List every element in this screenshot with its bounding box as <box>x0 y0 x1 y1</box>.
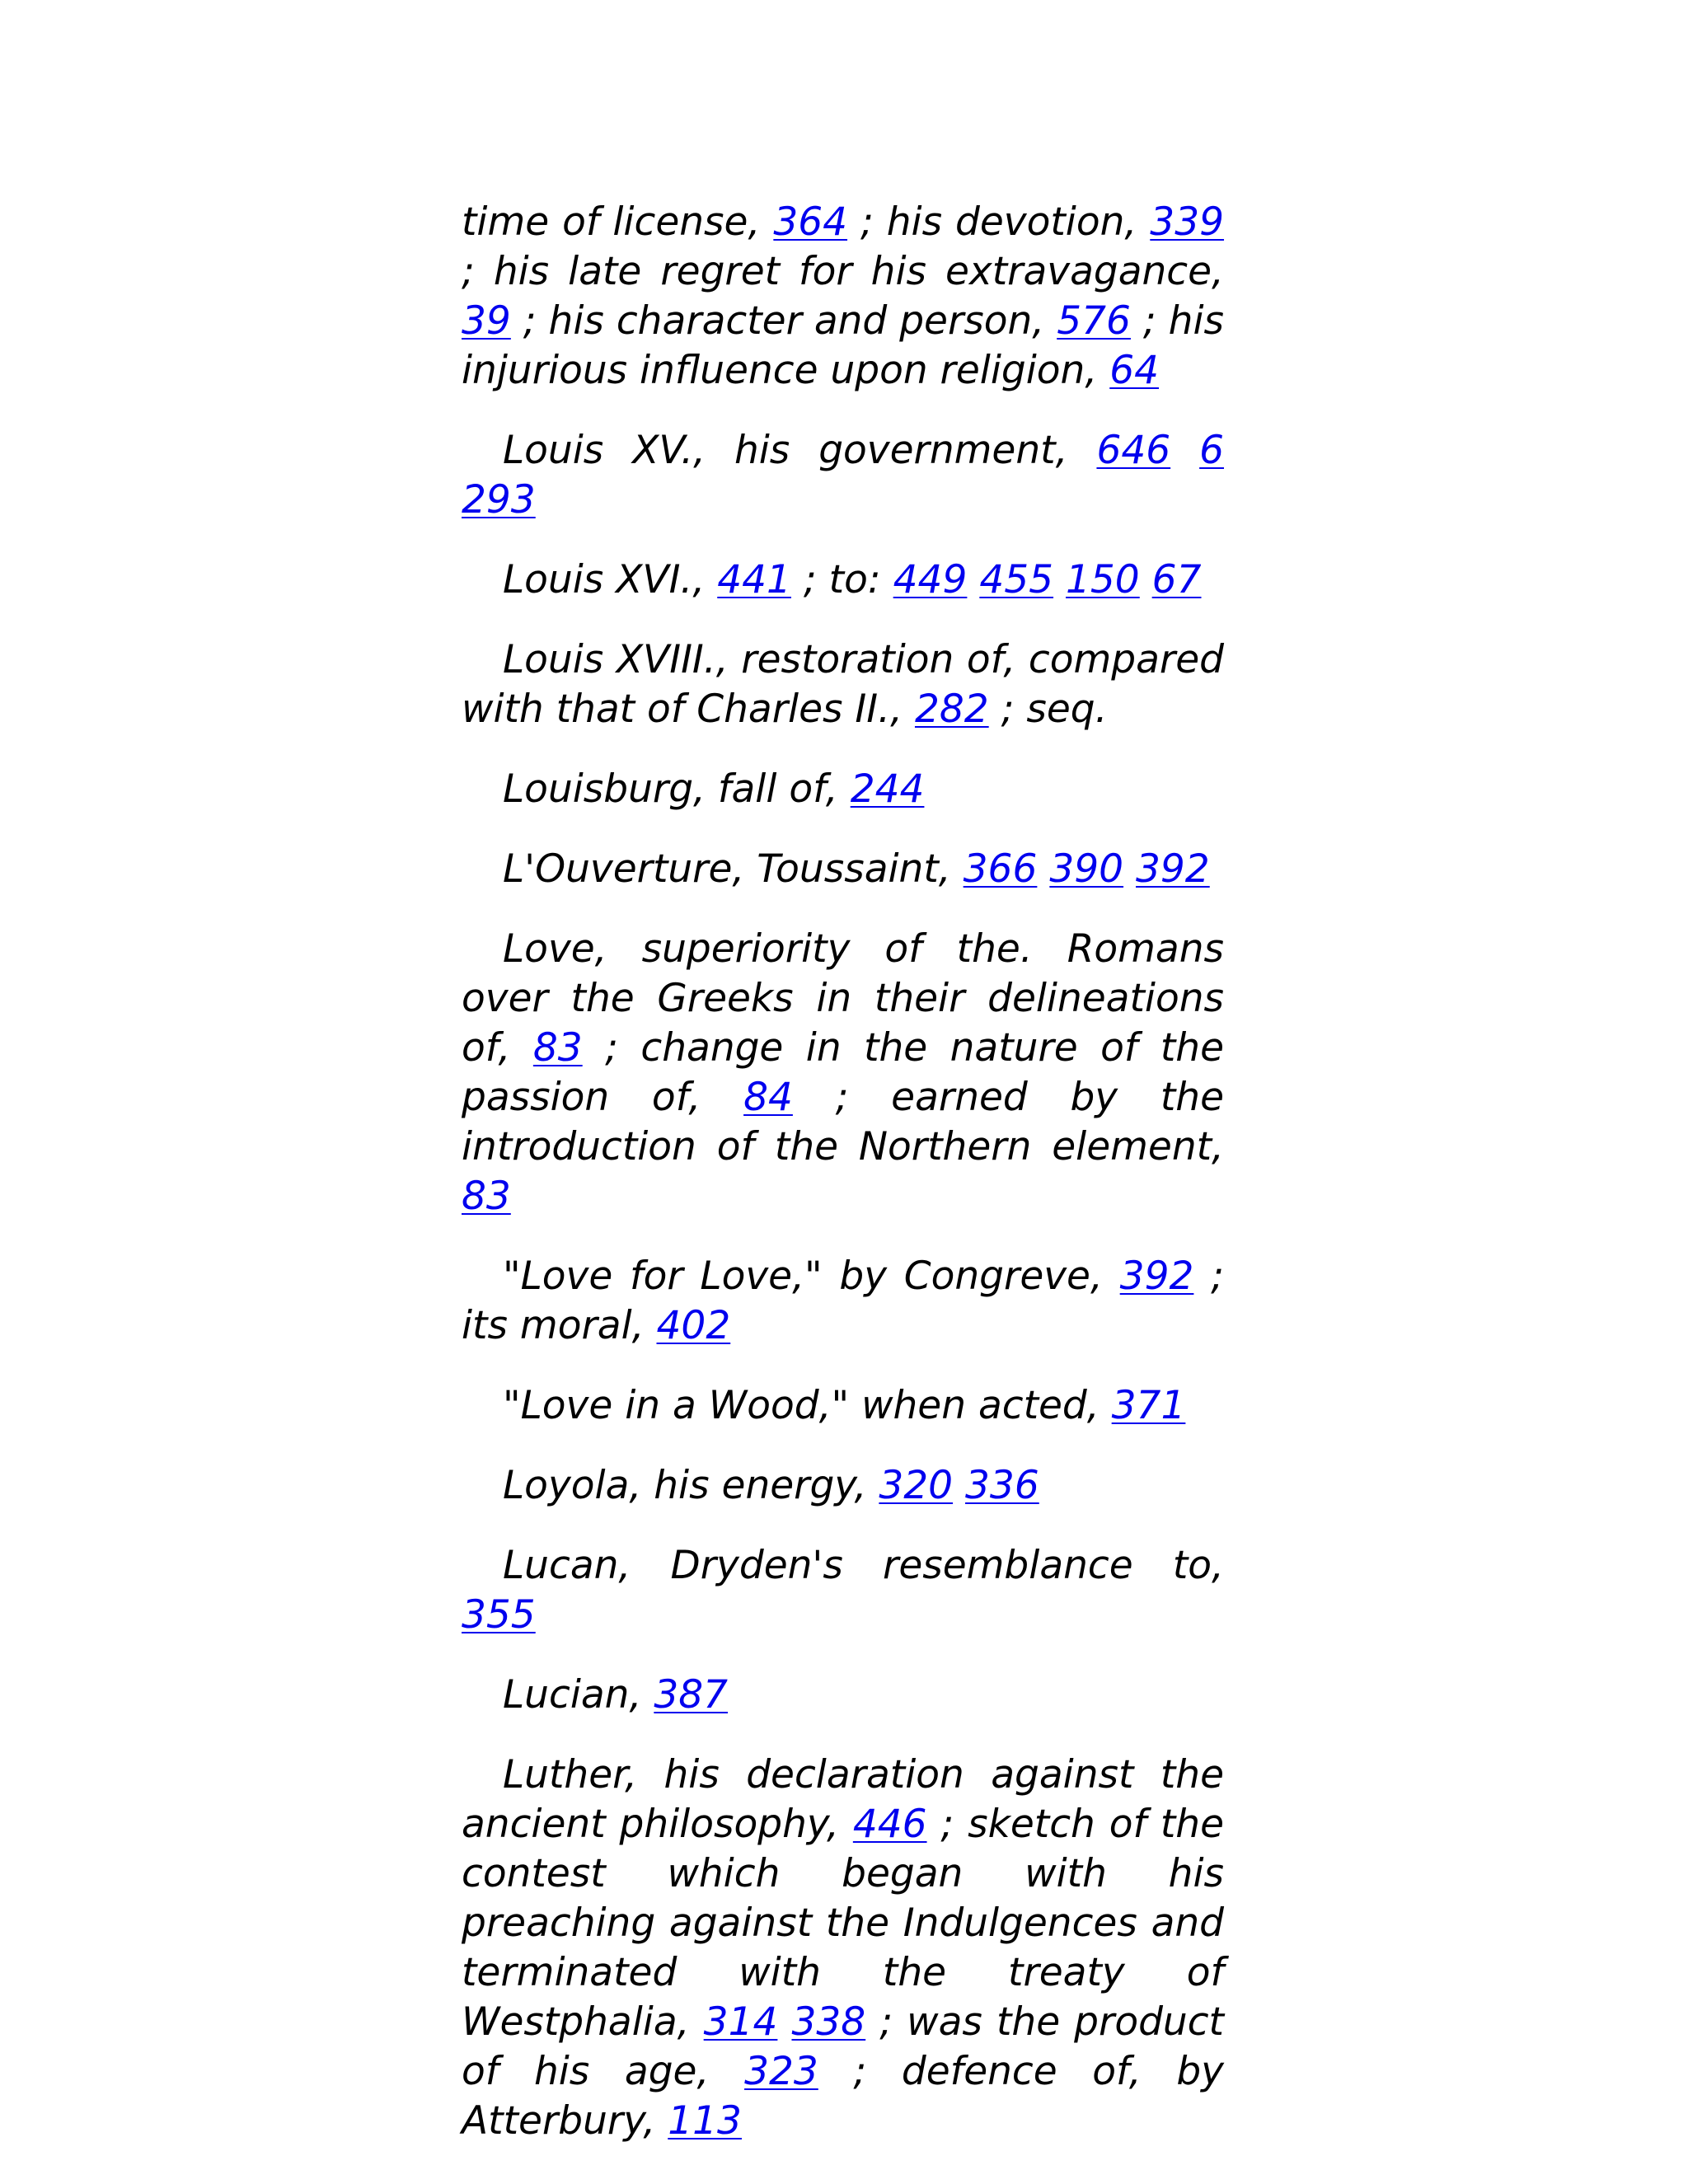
page-link[interactable]: 314 <box>703 1999 778 2045</box>
page-link[interactable]: 113 <box>668 2098 742 2144</box>
entry-text: ; his character and person, <box>510 298 1057 344</box>
entry-text: ; his injurious influence upon religion, <box>462 298 1224 393</box>
entry-text: Loyola, his energy, <box>503 1463 879 1508</box>
entry-loyola <box>462 1461 1224 1511</box>
entry-love-in-a-wood <box>462 1381 1224 1431</box>
page-link[interactable]: 339 <box>1150 199 1225 245</box>
entry-text: ; was the product of his age, <box>462 1999 1224 2094</box>
entry-text: "Love in a Wood," when acted, <box>503 1383 1112 1428</box>
entry-love-for-love <box>462 1252 1224 1351</box>
entry-text: Louis XVIII., restoration of, compared with that of Charles II., <box>462 637 1224 732</box>
entry-text: Louis XVI., <box>503 557 718 602</box>
page-link[interactable]: 282 <box>914 687 989 732</box>
page-link[interactable]: 293 <box>462 477 536 523</box>
page-link[interactable]: 244 <box>850 766 925 812</box>
entry-text: ; his devotion, <box>847 199 1151 245</box>
entry-text: Lucian, <box>503 1672 654 1718</box>
entry-text: L'Ouverture, Toussaint, <box>503 846 964 892</box>
page-link[interactable]: 390 <box>1049 846 1124 892</box>
entry-louis-xviii <box>462 635 1224 734</box>
page-link[interactable]: 355 <box>462 1592 536 1638</box>
page-link[interactable]: 455 <box>979 557 1054 602</box>
entry-lucian <box>462 1671 1224 1720</box>
page-link[interactable]: 441 <box>717 557 791 602</box>
page-link[interactable]: 392 <box>1136 846 1210 892</box>
entry-text: time of license, <box>462 199 774 245</box>
page-link[interactable]: 6 <box>1199 428 1224 473</box>
page-link[interactable]: 338 <box>791 1999 866 2045</box>
page-link[interactable]: 387 <box>654 1672 729 1718</box>
entry-love <box>462 925 1224 1221</box>
entry-charles-ii-continued <box>462 198 1224 396</box>
entry-text: ; sketch of the contest which began with his preaching against the Indulgences and terminated with the treaty of Westphalia, <box>462 1802 1224 2045</box>
entry-luther <box>462 1750 1224 2146</box>
entry-text: Love, superiority of the. Romans over the Greeks in their delineations of, <box>462 926 1224 1071</box>
entry-text <box>1037 846 1049 892</box>
entry-text <box>1170 428 1199 473</box>
page-link[interactable]: 39 <box>462 298 511 344</box>
entry-text: ; earned by the introduction of the Northern element, <box>462 1075 1224 1169</box>
entry-text <box>777 1999 791 2045</box>
entry-text <box>953 1463 965 1508</box>
entry-louisburg <box>462 765 1224 814</box>
page-link[interactable]: 449 <box>893 557 968 602</box>
page-link[interactable]: 402 <box>656 1303 731 1348</box>
page-link[interactable]: 366 <box>963 846 1038 892</box>
page-link[interactable]: 392 <box>1119 1254 1194 1299</box>
page-link[interactable]: 83 <box>532 1025 583 1071</box>
entry-louis-xv <box>462 426 1224 525</box>
page-link[interactable]: 364 <box>773 199 848 245</box>
entry-text: ; its moral, <box>462 1254 1224 1348</box>
page-link[interactable]: 150 <box>1066 557 1140 602</box>
page-link[interactable]: 84 <box>743 1075 793 1120</box>
page-link[interactable]: 336 <box>965 1463 1039 1508</box>
entry-louis-xvi <box>462 555 1224 605</box>
entry-text <box>1140 557 1152 602</box>
page-link[interactable]: 83 <box>462 1174 511 1219</box>
page-link[interactable]: 646 <box>1096 428 1171 473</box>
page-link[interactable]: 320 <box>879 1463 954 1508</box>
entry-text: ; his late regret for his extravagance, <box>462 249 1224 294</box>
entry-text: "Love for Love," by Congreve, <box>503 1254 1120 1299</box>
page-link[interactable]: 67 <box>1151 557 1202 602</box>
entry-louverture <box>462 845 1224 894</box>
entry-lucan <box>462 1541 1224 1640</box>
entry-text: Lucan, Dryden's resemblance to, <box>503 1543 1224 1588</box>
entry-text <box>1123 846 1136 892</box>
entry-text: ; change in the nature of the passion of, <box>462 1025 1224 1120</box>
entry-text: Louisburg, fall of, <box>503 766 851 812</box>
page-link[interactable]: 371 <box>1111 1383 1186 1428</box>
page-link[interactable]: 446 <box>852 1802 927 1847</box>
page-link[interactable]: 64 <box>1109 348 1160 393</box>
entry-text: Luther, his declaration against the ancient philosophy, <box>462 1752 1224 1847</box>
index-page <box>462 198 1224 2177</box>
page-link[interactable]: 576 <box>1057 298 1131 344</box>
entry-text: ; seq. <box>988 687 1108 732</box>
entry-text: Louis XV., his government, <box>503 428 1097 473</box>
entry-text <box>967 557 979 602</box>
entry-text <box>1053 557 1066 602</box>
entry-text: ; to: <box>790 557 893 602</box>
page-link[interactable]: 323 <box>744 2049 818 2094</box>
entry-text: ; defence of, by Atterbury, <box>462 2049 1225 2144</box>
